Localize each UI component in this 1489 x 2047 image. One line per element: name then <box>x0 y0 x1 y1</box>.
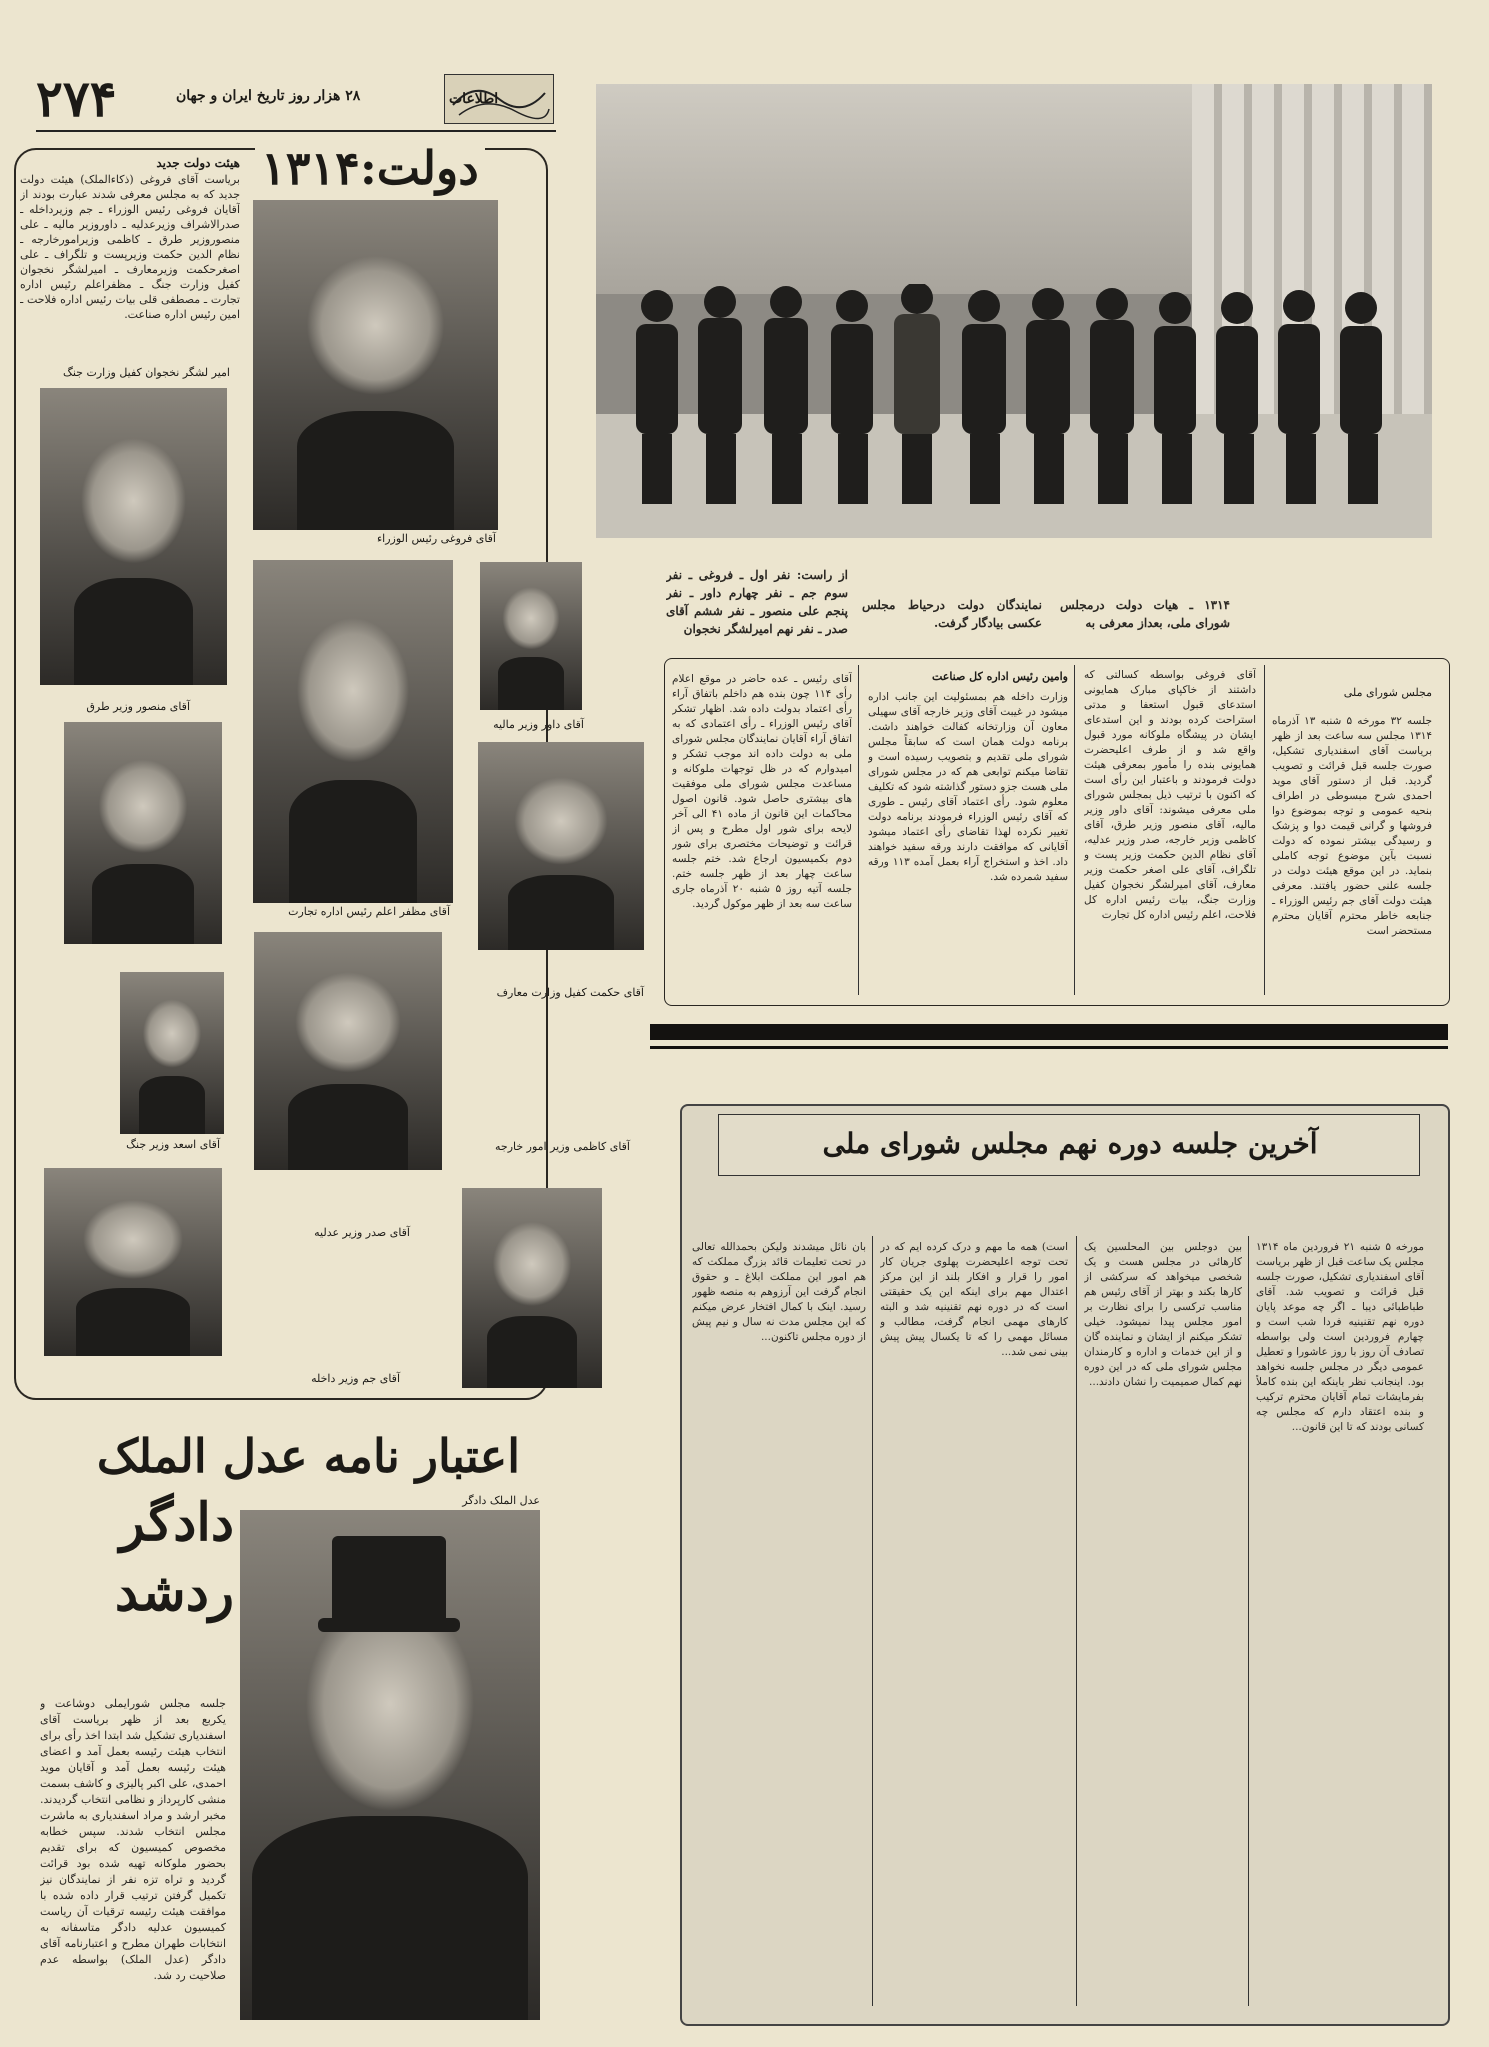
majlis-col3-text: وزارت داخله هم بمسئولیت این جانب اداره میشود در غیبت آقای وزیر خارجه آقای سهیلی معاون آن وزارتخانه کفالت خواهند داشت. برنامه دولت همان است که سابقاً مجلس شورای ملی تقدیم و بتصویب رسیده است و تقاضا میکنم توابعی هم که در مجلس شورای ملی هست جزو دستور گذاشته شود که تکلیف معلوم شود. رأی اعتماد آقای رئیس ـ طوری که آقای رئیس الوزراء فرمودند برنامه دولت تغییر نکرده لهذا تقاضای رأی اعتماد میشود آقایانی که موافقت دارند ورقه سفید خواهند داد. اخذ و استخراج آراء بعمل آمده ۱۱۳ ورقه سفید شمرده شد. <box>868 691 1068 883</box>
majlis-col2-text: آقای فروغی بواسطه کسالتی که داشتند از خاکپای مبارک همایونی استدعای قبول استعفا و مدتی استراحت کرده بودند و این استدعای ایشان در پیشگاه ملوکانه مورد قبول واقع شد و از طرف اعلیحضرت همایونی بنده را مأمور بمعرفی هیئت دولت فرمودند و باعتبار این رأی است که اکنون با ترتیب ذیل بمجلس شورای ملی معرفی میشوند: آقای داور وزیر مالیه، آقای منصور وزیر طرق، آقای کاظمی وزیر خارجه، صدر وزیر عدلیه، آقای نظام الدین حکمت وزیر پست و تلگراف، آقای علی اصغر حکمت وزیر معارف، آقای امیرلشگر نخجوان کفیل وزارت جنگ، بیات رئیس اداره کل فلاحت، اعلم رئیس اداره کل تجارت <box>1084 669 1256 921</box>
adl-photo-caption: عدل الملک دادگر <box>462 1494 540 1507</box>
logo-text: اطلاعات <box>449 91 499 107</box>
asad-caption: آقای اسعد وزیر جنگ <box>126 1138 220 1151</box>
hall-photo <box>44 1168 222 1356</box>
last-session-col4: بان نائل میشدند ولیکن بحمدالله تعالی در تحت تعلیمات قائد بزرگ مملکت که هم امور این مملکت ابلاغ ـ و حقوق انجام گرفت این آرزوهم به منصه ظهور رسید. اینک با کمال افتخار عرض میکنم که این مجلس مدت نه سال و نیم پیش از دوره مجلس تاکنون... <box>692 1241 866 1343</box>
adl-ol-molk-photo <box>240 1510 540 2020</box>
hat-shape <box>332 1536 446 1624</box>
mansour-caption: آقای منصور وزیر طرق <box>86 700 190 713</box>
forughi-photo <box>253 200 498 530</box>
davar-photo <box>480 562 582 710</box>
sadr-caption: آقای صدر وزیر عدلیه <box>314 1226 410 1239</box>
page-number: ۲۷۴ <box>36 69 117 128</box>
forughi-caption: آقای فروغی رئیس الوزراء <box>377 532 496 545</box>
adl-title-line3: ردشد <box>114 1562 234 1623</box>
group-figures-icon <box>626 284 1406 524</box>
majlis-col4-text: آقای رئیس ـ عده حاضر در موقع اعلام رأی ۱۱۴ چون بنده هم داخلم باتفاق آراء رأی اعتماد بدولت داده شد. اظهار تشکر آقای رئیس الوزراء ـ رأی اعتمادی که به اتفاق آراء آقایان نمایندگان مجلس شورای ملی به دولت داده اند موجب تشکر و امیدوارم که در ظل توجهات ملوکانه و مساعدت مجلس شورای ملی موفقیت های بیشتری حاصل شود. قانون اصول محاکمات این قانون از ماده ۴۱ الی آخر لایحه برای شور اول مطرح و پس از قرائت و توضیحات مختصری برای شور دوم بکمیسیون ارجاع شد. ختم جلسه ساعت چهار بعد از ظهر جلسه ختم. جلسه آتیه روز ۵ شنبه ۲۰ آذرماه جاری ساعت سه بعد از ظهر موکول گردید. <box>672 673 852 910</box>
nakhjavan-caption: امیر لشگر نخجوان کفیل وزارت جنگ <box>63 366 230 379</box>
group-caption-names: از راست: نفر اول ـ فروغی ـ نفر سوم جم ـ نفر چهارم داور ـ نفر پنجم علی منصور ـ نفر ششم آقای صدر ـ نفر نهم امیرلشگر نخجوان <box>666 568 848 636</box>
last-session-title: آخرین جلسه دوره نهم مجلس شورای ملی <box>822 1127 1318 1160</box>
kazemi-caption: آقای کاظمی وزیر امور خارجه <box>495 1140 630 1153</box>
majlis-col3-title: وامین رئیس اداره کل صناعت <box>931 670 1068 683</box>
section-divider <box>650 1024 1448 1040</box>
group-caption-mid: نمایندگان دولت درحیاط مجلس عکسی بیادگار گرفت. <box>862 598 1042 630</box>
page-header <box>36 70 556 132</box>
hekmat-caption: آقای حکمت کفیل وزارت معارف <box>496 986 644 999</box>
group-caption-main: ۱۳۱۴ ـ هیات دولت درمجلس شورای ملی، بعداز معرفی به <box>1060 598 1230 630</box>
nakhjavan-photo <box>40 388 227 685</box>
cabinet-group-photo <box>596 84 1432 538</box>
section-divider-thin <box>650 1046 1448 1049</box>
jam-caption: آقای جم وزیر داخله <box>311 1372 400 1385</box>
davar-caption: آقای داور وزیر مالیه <box>493 718 584 731</box>
mansour-photo <box>64 722 222 944</box>
sadr-photo <box>254 932 442 1170</box>
hekmat-photo <box>478 742 644 950</box>
series-title: ۲۸ هزار روز تاریخ ایران و جهان <box>176 88 361 104</box>
adl-title-line1: اعتبار نامه عدل الملک <box>96 1429 520 1483</box>
last-session-col3: است) همه ما مهم و درک کرده ایم که در تحت توجه اعلیحضرت پهلوی جریان کار امور را قرار و افکار بلند از این مرکز اعتدال مهم برای اینکه این یک حقیقتی است که در دوره نهم تقنینیه شد و البته کارهای مهمی انجام گرفت، مطالب و مسائل مهمی را که تا یکسال پیش پیش بینی نمی شد... <box>880 1241 1068 1358</box>
majlis-col1-title: مجلس شورای ملی <box>1343 686 1432 699</box>
cabinet-intro-text: بریاست آقای فروغی (ذکاءالملک) هیئت دولت جدید که به مجلس معرفی شدند عبارت بودند از آقایان فروغی رئیس الوزراء ـ جم وزیرداخله ـ صدرالاشراف وزیرعدلیه ـ داوروزیر مالیه ـ علی منصوروزیر طرق ـ کاظمی وزیرامورخارجه ـ نظام الدین حکمت وزیرپست و تلگراف ـ علی اصغرحکمت وزیرمعارف ـ امیرلشگر نخجوان کفیل وزارت جنگ ـ مظفراعلم رئیس اداره تجارت ـ مصطفی قلی بیات رئیس اداره فلاحت ـ امین رئیس اداره صناعت. <box>20 173 240 321</box>
cabinet-intro-heading: هیئت دولت جدید <box>156 156 240 170</box>
jam-photo <box>462 1188 602 1388</box>
adl-title-line2: دادگر <box>119 1492 234 1553</box>
alam-photo <box>253 560 453 903</box>
majlis-col1-text: جلسه ۳۲ مورخه ۵ شنبه ۱۳ آذرماه ۱۳۱۴ مجلس سه ساعت بعد از ظهر بریاست آقای اسفندیاری تشکیل، صورت جلسه قبل قرائت و تصویب گردید. قبل از دستور آقای موید احمدی شرح مبسوطی در اطراف بنحیه عمومی و توجه بموضوع دوا فروشها و گرانی قیمت دوا و پزشک و رسیدگی بیشتر نموده که دولت نسبت بآین موضوع توجه کاملی بنماید. در این موقع هیئت دولت در جلسه علنی حضور یافتند. معرفی هیئت دولت آقای جم رئیس الوزراء ـ جنابعه خاطر محترم آقایان محترم مستحضر است <box>1272 715 1432 937</box>
alam-caption: آقای مظفر اعلم رئیس اداره تجارت <box>288 905 450 918</box>
last-session-col1: مورخه ۵ شنبه ۲۱ فروردین ماه ۱۳۱۴ مجلس یک ساعت قبل از ظهر بریاست آقای اسفندیاری تشکیل، صورت جلسه قبل قرائت و تصویب شد. آقای طباطبائی دیبا ـ اگر چه موعد پایان دوره نهم تقنینیه فردا شب است و چهارم فروردین است ولی بواسطه تصادف آن روز با روز عاشورا و تعطیل عمومی دیگر در مجلس جلسه نخواهد بود. اینجانب نظر باینکه این بنده کاملاً بفرمایشات تمام آقایان محترم ترکیب و بنده اعتقاد دارم که مجلس چه کسانی بودند که تا این قانون... <box>1256 1241 1424 1433</box>
cabinet-title: دولت:۱۳۱۴ <box>255 140 485 196</box>
asad-photo <box>120 972 224 1134</box>
last-session-col2: بین دوجلس بین المحلسین یک کارهائی در مجلس هست و یک شخصی میخواهد که سرکشی از کارها بکند و بهتر از آقای رئیس هم مناسب ترکسی را برای نظارت بر امور مجلس پیدا نمیشود. خیلی تشکر میکنم از ایشان و نماینده گان و از این خدمات و اداره و کارمندان مجلس شورای ملی که در این دوره نهم کمال صمیمیت را نشان دادند... <box>1084 1241 1242 1388</box>
newspaper-logo <box>444 74 554 124</box>
adl-text: جلسه مجلس شورایملی دوشاعت و یکربع بعد از ظهر بریاست آقای اسفندیاری تشکیل شد ابتدا اخذ رأی برای انتخاب هیئت رئیسه بعمل آمد و اعضای هیئت رئیسه بعمل آمد و آقایان موید احمدی، علی اکبر پالیزی و کاشف بسمت منشی کارپرداز و نظامی انتخاب گردیدند. مخبر ارشد و مراد اسفندیاری به ماشرت مجلس انتخاب شدند. سپس خطابه مخصوص کمیسیون که برای تقدیم بحضور ملوکانه تهیه شده بود قرائت گردید و تراه تزه نفر از نمایندگان نیز تکمیل گرفتن ترتیب قرار داده شده با موافقت هیئت رئیسه ترقیات آن ریاست کمیسیون عدلیه دادگر متاسفانه به انتخابات طهران مطرح و اعتبارنامه آقای دادگر (عدل الملک) بواسطه عدم صلاحیت رد شد. <box>40 1697 226 1982</box>
